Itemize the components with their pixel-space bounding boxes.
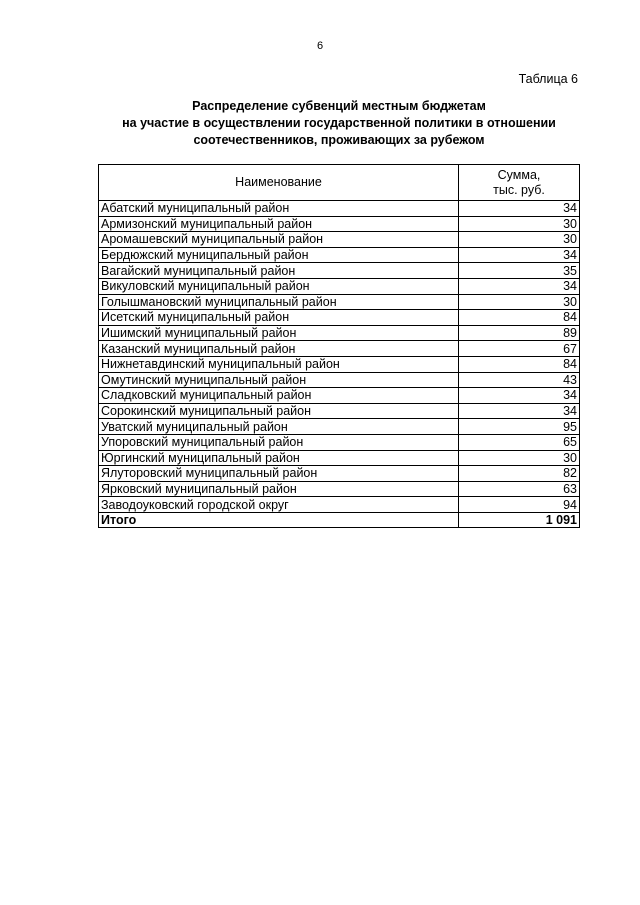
table-row: [99, 481, 580, 497]
row-name: Ишимский муниципальный район: [99, 325, 459, 341]
row-name: Упоровский муниципальный район: [99, 434, 459, 450]
table-row: [99, 310, 580, 326]
total-label: Итого: [99, 512, 459, 528]
table-row: [99, 450, 580, 466]
row-name: Ярковский муниципальный район: [99, 481, 459, 497]
table-body: [99, 201, 580, 513]
table-row: [99, 466, 580, 482]
title-line: соотечественников, проживающих за рубежом: [193, 133, 485, 147]
table-row: [99, 216, 580, 232]
table-row: [99, 263, 580, 279]
row-name: Сладковский муниципальный район: [99, 388, 459, 404]
page-number: 6: [316, 40, 324, 52]
row-name: Викуловский муниципальный район: [99, 278, 459, 294]
row-value: 43: [459, 372, 580, 388]
header-sum-line: тыс. руб.: [493, 182, 545, 197]
header-name: Наименование: [99, 165, 459, 201]
table-row: [99, 341, 580, 357]
row-name: Бердюжский муниципальный район: [99, 247, 459, 263]
row-name: Сорокинский муниципальный район: [99, 403, 459, 419]
row-value: 34: [459, 201, 580, 217]
row-value: 30: [459, 450, 580, 466]
row-value: 65: [459, 434, 580, 450]
document-title: [0, 98, 640, 149]
row-value: 89: [459, 325, 580, 341]
row-value: 34: [459, 388, 580, 404]
table-row: [99, 419, 580, 435]
header-sum: [459, 165, 580, 201]
row-name: Заводоуковский городской округ: [99, 497, 459, 513]
table-row: [99, 278, 580, 294]
table-row: [99, 497, 580, 513]
table-header-row: [99, 165, 580, 201]
row-value: 34: [459, 403, 580, 419]
table-row: [99, 372, 580, 388]
table-row: [99, 388, 580, 404]
subvention-table: [98, 164, 580, 528]
row-name: Нижнетавдинский муниципальный район: [99, 356, 459, 372]
title-line: Распределение субвенций местным бюджетам: [192, 99, 486, 113]
row-value: 84: [459, 356, 580, 372]
row-name: Уватский муниципальный район: [99, 419, 459, 435]
row-name: Ялуторовский муниципальный район: [99, 466, 459, 482]
table-row: [99, 403, 580, 419]
row-value: 63: [459, 481, 580, 497]
row-name: Юргинский муниципальный район: [99, 450, 459, 466]
row-value: 30: [459, 294, 580, 310]
row-value: 34: [459, 278, 580, 294]
header-sum-line: Сумма,: [497, 167, 541, 182]
row-value: 95: [459, 419, 580, 435]
table-label: Таблица 6: [518, 72, 578, 86]
row-value: 30: [459, 232, 580, 248]
row-name: Голышмановский муниципальный район: [99, 294, 459, 310]
row-value: 35: [459, 263, 580, 279]
row-name: Армизонский муниципальный район: [99, 216, 459, 232]
row-value: 82: [459, 466, 580, 482]
row-value: 94: [459, 497, 580, 513]
total-row: [99, 512, 580, 528]
row-name: Омутинский муниципальный район: [99, 372, 459, 388]
row-name: Абатский муниципальный район: [99, 201, 459, 217]
row-name: Исетский муниципальный район: [99, 310, 459, 326]
row-value: 67: [459, 341, 580, 357]
table-row: [99, 356, 580, 372]
table-row: [99, 232, 580, 248]
row-value: 84: [459, 310, 580, 326]
row-value: 30: [459, 216, 580, 232]
total-value: 1 091: [459, 512, 580, 528]
title-line: на участие в осуществлении государственной политики в отношении: [122, 116, 556, 130]
row-name: Аромашевский муниципальный район: [99, 232, 459, 248]
table-row: [99, 247, 580, 263]
table-row: [99, 294, 580, 310]
row-name: Казанский муниципальный район: [99, 341, 459, 357]
row-value: 34: [459, 247, 580, 263]
table-row: [99, 434, 580, 450]
row-name: Вагайский муниципальный район: [99, 263, 459, 279]
table-row: [99, 325, 580, 341]
table-row: [99, 201, 580, 217]
